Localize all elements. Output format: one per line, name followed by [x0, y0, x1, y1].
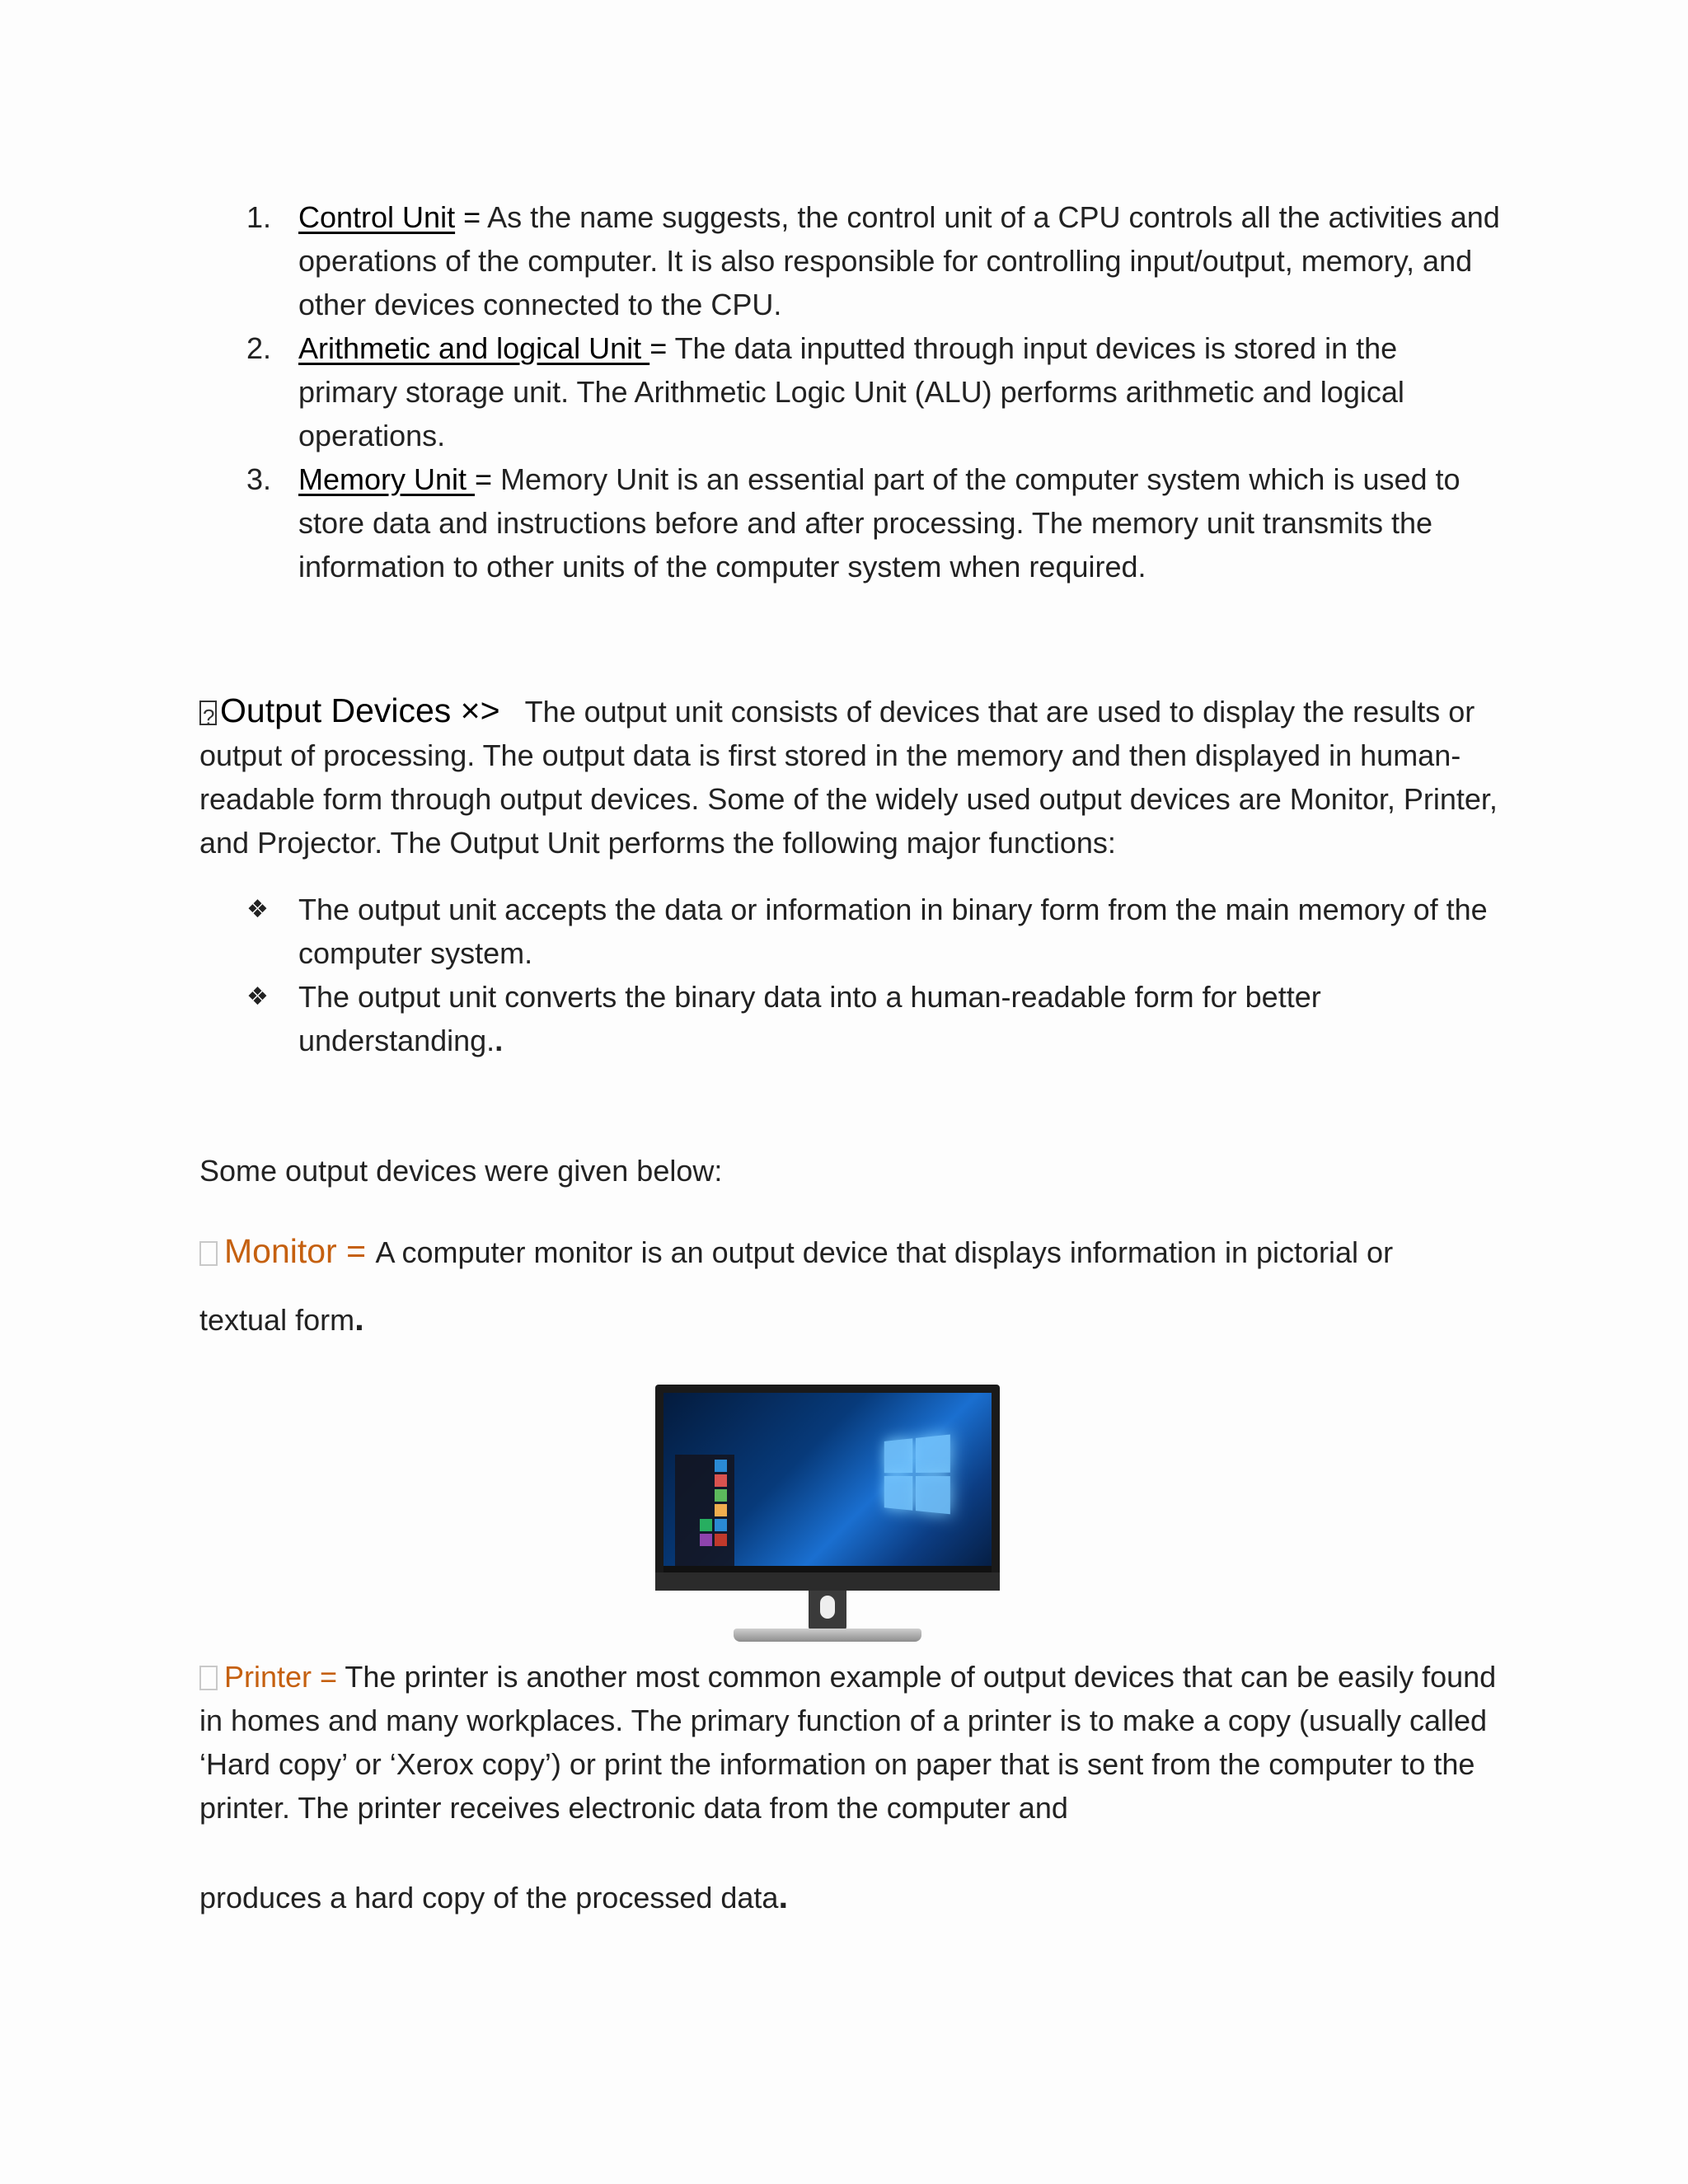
- function-period: .: [495, 1024, 504, 1057]
- monitor-chin: [655, 1572, 1000, 1591]
- printer-text-cont: produces a hard copy of the processed data: [199, 1881, 779, 1915]
- list-item: [199, 457, 1502, 588]
- missing-glyph-icon: [199, 1241, 218, 1266]
- diamond-bullet-icon: ❖: [246, 896, 269, 923]
- section-heading: Output Devices ×>: [220, 691, 500, 729]
- printer-label: Printer =: [224, 1660, 345, 1694]
- list-item: [199, 888, 1502, 975]
- monitor-text-cont: textual form: [199, 1303, 355, 1337]
- function-text: The output unit accepts the data or information in binary form from the main memory of the computer system.: [298, 893, 1488, 970]
- definition-text: The data inputted through input devices is stored in the primary storage unit. The Arithmetic Logic Unit (ALU) performs arithmetic and logical operations.: [298, 331, 1404, 452]
- function-text: The output unit converts the binary data into a human-readable form for better understanding.: [298, 980, 1321, 1057]
- equals-sign: =: [649, 331, 675, 365]
- output-devices-section: [199, 689, 1502, 865]
- printer-entry-cont: [199, 1874, 1502, 1919]
- printer-text: The printer is another most common example of output devices that can be easily found in homes and many workplaces. The primary function of a printer is to make a copy (usually called ‘Hard copy’ or ‘Xerox copy’) or print the information on paper that is sent from the computer to the printer. The printer receives electronic data from the computer and: [199, 1660, 1497, 1825]
- monitor-image: [655, 1385, 1000, 1647]
- term-memory-unit: Memory Unit: [298, 462, 476, 496]
- missing-glyph-icon: [199, 1666, 218, 1690]
- monitor-bezel: [655, 1385, 1000, 1591]
- printer-period: .: [778, 1877, 789, 1915]
- definition-text: Memory Unit is an essential part of the computer system which is used to store data and instructions before and after processing. The memory unit transmits the information to other units of the computer system when required.: [298, 462, 1461, 583]
- cpu-units-list: [199, 195, 1502, 588]
- monitor-stand: [809, 1591, 846, 1630]
- list-item: [199, 326, 1502, 457]
- term-alu: Arithmetic and logical Unit: [298, 331, 650, 365]
- missing-glyph-icon: [199, 701, 217, 725]
- list-number: 2.: [246, 331, 272, 365]
- monitor-period: .: [354, 1299, 364, 1338]
- equals-sign: =: [475, 462, 501, 496]
- list-item: [199, 195, 1502, 326]
- list-number: 1.: [246, 200, 272, 234]
- printer-entry: [199, 1655, 1502, 1830]
- list-item: [199, 975, 1502, 1062]
- monitor-text: A computer monitor is an output device that displays information in pictorial or: [375, 1235, 1394, 1269]
- monitor-base: [734, 1629, 921, 1642]
- list-number: 3.: [246, 462, 272, 496]
- diamond-bullet-icon: ❖: [246, 983, 269, 1010]
- definition-text: As the name suggests, the control unit of a CPU controls all the activities and operations of the computer. It is also responsible for controlling input/output, memory, and other devices connected to the CPU.: [298, 200, 1500, 321]
- examples-intro: Some output devices were given below:: [199, 1154, 723, 1188]
- term-control-unit: Control Unit: [298, 200, 456, 234]
- section-intro: The output unit consists of devices that are used to display the results or output of processing. The output data is first stored in the memory and then displayed in human-readable form through output devices. Some of the widely used output devices are Monitor, Printer, and Projector. The Output Unit performs the following major functions:: [199, 695, 1498, 860]
- windows-logo-icon: [884, 1434, 952, 1516]
- monitor-screen: [663, 1393, 992, 1572]
- equals-sign: =: [455, 200, 488, 234]
- taskbar: [663, 1566, 992, 1572]
- monitor-entry: [199, 1218, 1502, 1353]
- start-menu: [675, 1455, 734, 1572]
- output-functions-list: [199, 888, 1502, 1062]
- monitor-label: Monitor =: [224, 1232, 376, 1270]
